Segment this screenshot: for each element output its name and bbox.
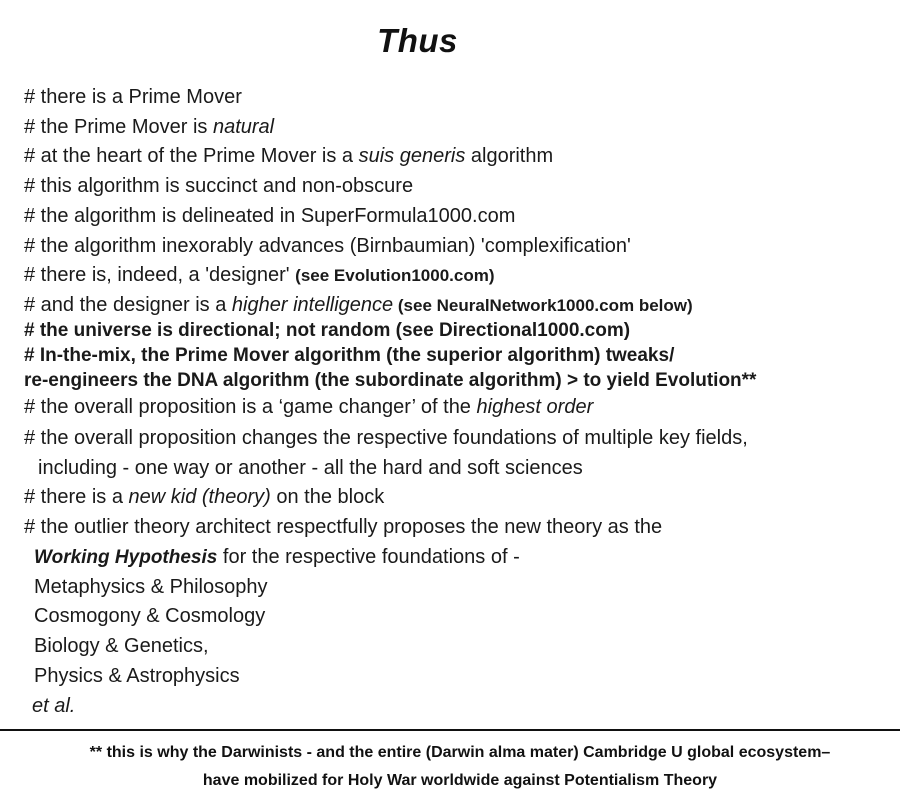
statement-text: # the overall proposition is a ‘game changer’ of the [24,396,477,418]
field-physics: Physics & Astrophysics [34,665,240,687]
statement-text: for the respective foundations of - [217,546,520,568]
statement-succinct: # this algorithm is succinct and non-obscure [24,175,414,197]
statement-new-kid [24,484,384,510]
statement-text: # the Prime Mover is [24,116,213,138]
emphasis-text: Working Hypothesis [34,547,218,568]
statement-suis-generis [24,143,553,169]
field-et-al: et al. [32,695,76,717]
statement-higher-intelligence [24,292,693,319]
statement-complexification: # the algorithm inexorably advances (Birnbaumian) 'complexification' [24,235,631,257]
statement-working-hypothesis [34,544,520,571]
statement-text: # at the heart of the Prime Mover is a [24,145,359,167]
field-cosmogony: Cosmogony & Cosmology [34,605,266,627]
emphasis-text: suis generis [358,145,466,167]
statement-designer [24,262,495,289]
statement-foundations: # the overall proposition changes the respective foundations of multiple key fields, [24,427,748,449]
field-biology: Biology & Genetics, [34,635,209,657]
statement-text: # there is a [24,486,129,508]
statement-game-changer [24,394,593,420]
reference-link[interactable]: (see Directional1000.com) [395,320,631,341]
footnote-line-1: ** this is why the Darwinists - and the entire (Darwin alma mater) Cambridge U global ecosystem– [89,744,831,761]
emphasis-text: new kid (theory) [128,486,271,508]
field-metaphysics: Metaphysics & Philosophy [34,576,268,598]
statement-text: # and the designer is a [24,294,232,316]
statement-outlier-architect: # the outlier theory architect respectfully proposes the new theory as the [24,516,663,538]
footnote-line-2: have mobilized for Holy War worldwide against Potentialism Theory [202,772,718,789]
statement-prime-mover: # there is a Prime Mover [24,86,242,108]
statement-directional [24,318,630,344]
statement-text: # the universe is directional; not random [24,320,396,341]
statement-sciences: including - one way or another - all the hard and soft sciences [38,457,583,479]
emphasis-text: highest order [476,396,594,418]
statement-superformula: # the algorithm is delineated in SuperFormula1000.com [24,205,516,227]
divider [0,729,900,731]
statement-text: algorithm [465,145,554,167]
emphasis-text: higher intelligence [231,294,394,316]
reference-link[interactable]: (see NeuralNetwork1000.com below) [393,296,693,315]
statement-re-engineers: re-engineers the DNA algorithm (the subordinate algorithm) > to yield Evolution** [24,370,757,391]
statement-natural [24,114,274,140]
page-title: Thus [377,22,458,59]
emphasis-text: natural [212,116,275,138]
statement-text: on the block [270,486,385,508]
statement-in-the-mix: # In-the-mix, the Prime Mover algorithm (the superior algorithm) tweaks/ [24,345,675,366]
statement-text: # there is, indeed, a 'designer' [24,264,296,286]
reference-link[interactable]: (see Evolution1000.com) [295,266,495,285]
